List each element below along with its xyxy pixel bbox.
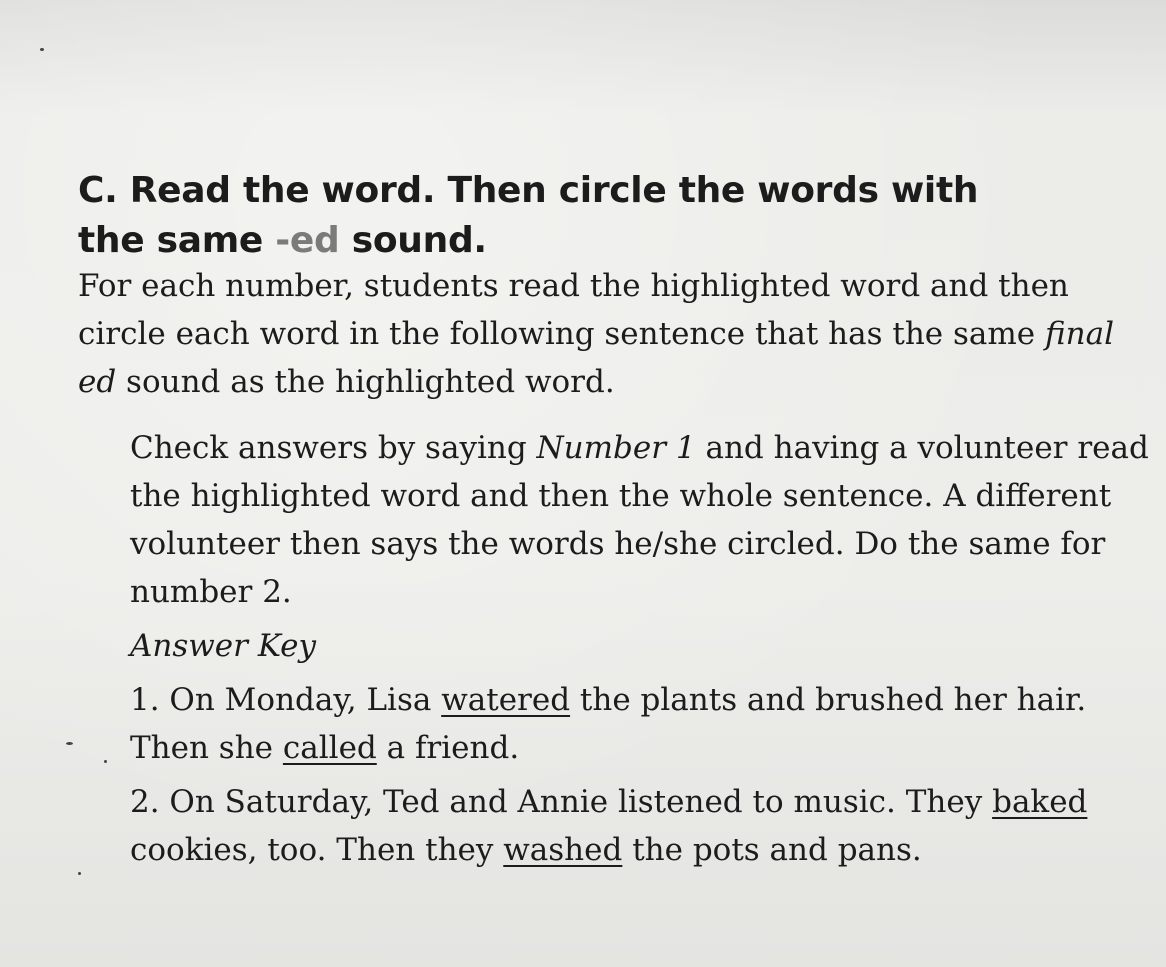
answer-1-text-a: 1. On Monday, Lisa: [130, 682, 442, 718]
answer-key-label: Answer Key: [130, 628, 316, 664]
check-italic: Number 1: [536, 430, 696, 466]
instructions-paragraph: [78, 262, 1158, 406]
paper-speck: [40, 48, 44, 51]
answer-2-text-c: the pots and pans.: [622, 832, 922, 868]
answer-1-text-c: a friend.: [376, 730, 520, 766]
answer-2-highlight-washed: washed: [503, 832, 623, 868]
section-heading: [78, 166, 1148, 266]
answer-1-highlight-called: called: [282, 730, 377, 766]
answer-item-2: [130, 778, 1150, 874]
check-answers-paragraph: [130, 424, 1150, 616]
paper-speck: [78, 872, 81, 875]
check-text-2: and having a volunteer read the highlighted word and then the whole sentence. A different volunteer then says the words he/she circled. Do the same for number 2.: [130, 430, 1149, 610]
answer-2-text-a: 2. On Saturday, Ted and Annie listened to music. They: [130, 784, 993, 820]
answer-1-text-b: the plants and brushed her hair. Then she: [130, 682, 1087, 766]
answer-2-highlight-baked: baked: [992, 784, 1088, 820]
paper-speck: [66, 742, 73, 745]
heading-ed-suffix: -ed: [275, 220, 340, 261]
heading-line-2-start: the same: [78, 220, 276, 261]
instructions-text-2: sound as the highlighted word.: [116, 364, 615, 400]
check-text-1: Check answers by saying: [130, 430, 537, 466]
answer-item-1: [130, 676, 1150, 772]
instructions-italic: final ed: [78, 316, 1115, 400]
paper-speck: [104, 760, 107, 763]
answer-1-highlight-watered: watered: [441, 682, 571, 718]
heading-line-1: C. Read the word. Then circle the words with: [78, 170, 979, 211]
heading-line-2-end: sound.: [339, 220, 487, 261]
instructions-text-1: For each number, students read the highlighted word and then circle each word in the following sentence that has the same: [78, 268, 1069, 352]
answer-2-text-b: cookies, too. Then they: [130, 832, 504, 868]
teacher-notes: [130, 424, 1150, 880]
